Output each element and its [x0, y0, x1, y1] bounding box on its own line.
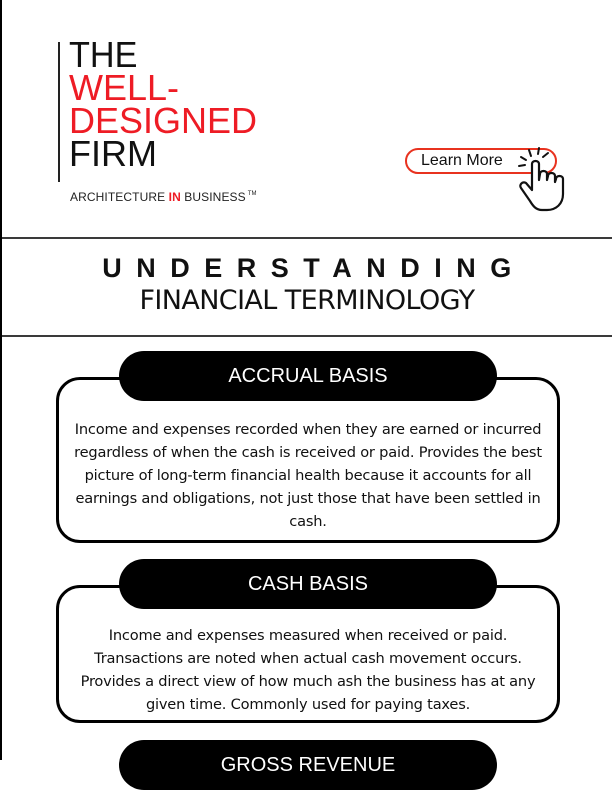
- term-title: CASH BASIS: [247, 572, 369, 595]
- trademark-mark: TM: [247, 191, 257, 197]
- logo-tagline: [70, 190, 257, 204]
- term-description: Income and expenses measured when received or paid. Transactions are noted when actual cash movement occurs. Provides a direct view of how much ash the business has at any given time. Commonly used for paying taxes.: [80, 627, 536, 713]
- tagline-text-end: BUSINESS: [180, 190, 246, 204]
- logo-divider-line: [58, 42, 60, 182]
- logo-line-the: THE: [69, 34, 138, 75]
- headline-financial-terminology: FINANCIAL TERMINOLOGY: [139, 285, 475, 316]
- logo-line-firm: FIRM: [69, 133, 157, 174]
- logo-line-designed: DESIGNED: [69, 100, 258, 141]
- headline-understanding: UNDERSTANDING: [102, 253, 526, 283]
- hand-pointer-click-icon[interactable]: [512, 146, 582, 212]
- tagline-text: ARCHITECTURE: [70, 190, 169, 204]
- term-title: GROSS REVENUE: [220, 753, 396, 776]
- logo: [69, 34, 258, 174]
- term-title-pill: [119, 559, 497, 609]
- term-card-accrual-basis: [56, 377, 560, 543]
- term-description: Income and expenses recorded when they are earned or incurred regardless of when the cash is received or paid. Provides the best picture of long-term financial health because it accounts for all earnings and obligations, not just those that have been settled in cash.: [74, 421, 542, 530]
- logo-line-well: WELL-: [69, 67, 180, 108]
- tagline-highlight: IN: [168, 190, 181, 204]
- header-divider-top: [2, 237, 612, 239]
- term-title: ACCRUAL BASIS: [228, 364, 388, 387]
- header-divider-bottom: [2, 335, 612, 337]
- learn-more-label: Learn More: [421, 152, 503, 169]
- term-title-pill: [119, 740, 497, 790]
- term-title-pill: [119, 351, 497, 401]
